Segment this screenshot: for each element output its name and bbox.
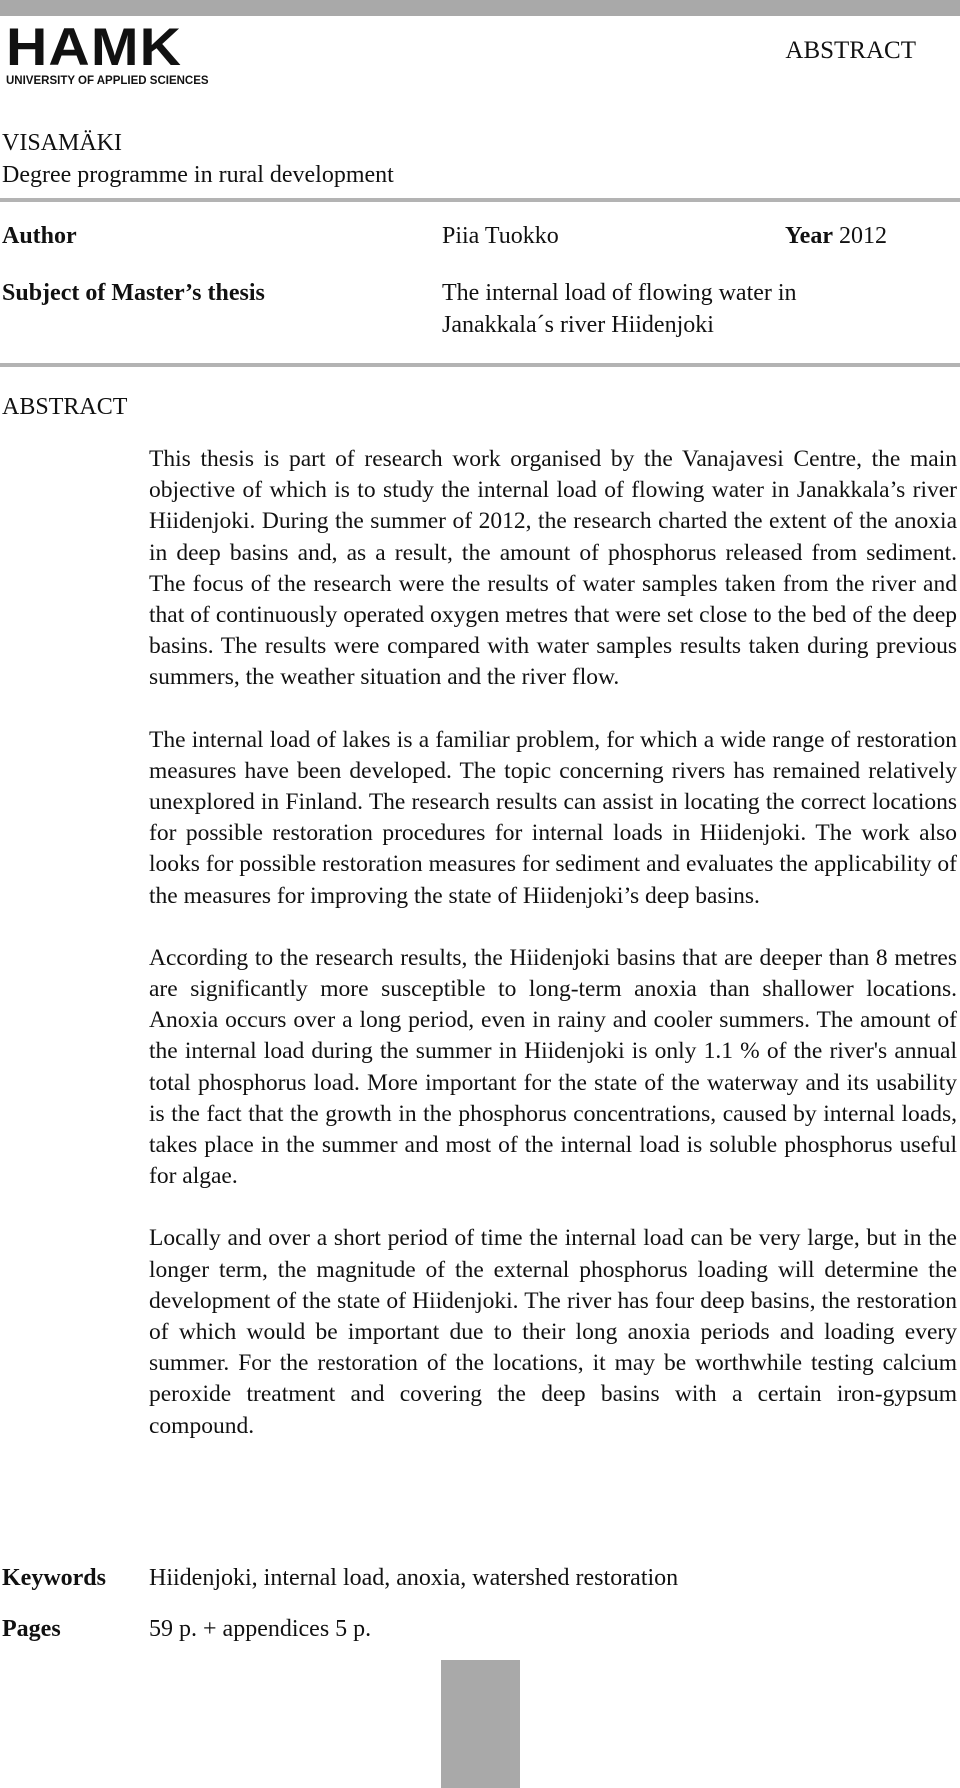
abstract-paragraph-3: According to the research results, the Hiidenjoki basins that are deeper than 8 metres are significantly more susceptible to long-term anoxia than shallower locations. Anoxia occurs over a long period, even in rainy and cooler summers. The amount of the internal load during the summer in Hiidenjoki is only 1.1 % of the river's annual total phosphorus load. More important for the state of the waterway and its usability is the fact that the growth in the phosphorus concentrations, caused by internal loads, takes place in the summer and most of the internal load is soluble phosphorus useful for algae. [149,944,957,1190]
subject-line-2: Janakkala´s river Hiidenjoki [442,312,714,338]
campus-name: VISAMÄKI [2,130,122,156]
hamk-logo [6,18,244,90]
abstract-heading: ABSTRACT [2,394,128,420]
author-value: Piia Tuokko [442,223,559,249]
keywords-label: Keywords [2,1565,106,1591]
divider-bottom [0,363,960,367]
year-value: 2012 [838,223,887,249]
abstract-body [149,444,957,1473]
year-field [785,220,887,252]
pages-value: 59 p. + appendices 5 p. [149,1616,372,1642]
logo-subtitle: UNIVERSITY OF APPLIED SCIENCES [6,75,209,87]
subject-value [442,277,797,341]
bottom-decorative-block [441,1660,520,1788]
pages-label: Pages [2,1616,61,1642]
subject-line-1: The internal load of flowing water in [442,280,797,306]
divider-top [0,198,960,202]
abstract-paragraph-2: The internal load of lakes is a familiar problem, for which a wide range of restoration measures have been developed. The topic concerning rivers has remained relatively unexplored in Finland. The research results can assist in locating the correct locations for possible restoration procedures for internal loads in Hiidenjoki. The work also looks for possible restoration measures for sediment and evaluates the applicability of the measures for improving the state of Hiidenjoki’s deep basins. [149,726,957,909]
unit-info [2,127,394,191]
logo-wordmark: HAMK [6,18,183,77]
abstract-paragraph-1: This thesis is part of research work organised by the Vanajavesi Centre, the main objective of which is to study the internal load of flowing water in Janakkala’s river Hiidenjoki. During the summer of 2012, the research charted the extent of the anoxia in deep basins and, as a result, the amount of phosphorus released from sediment. The focus of the research were the results of water samples taken from the river and that of continuously operated oxygen metres that were set close to the bed of the deep basins. The results were compared with water samples results taken during previous summers, the weather situation and the river flow. [149,446,957,691]
year-label: Year [785,223,833,249]
programme-name: Degree programme in rural development [2,162,394,188]
keywords-value: Hiidenjoki, internal load, anoxia, watershed restoration [149,1565,679,1591]
author-label: Author [2,223,77,249]
subject-label: Subject of Master’s thesis [2,280,265,306]
abstract-paragraph-4: Locally and over a short period of time the internal load can be very large, but in the longer term, the magnitude of the external phosphorus loading will determine the development of the state of Hiidenjoki. The river has four deep basins, the restoration of which would be important due to their long anoxia periods and loading every summer. For the restoration of the locations, it may be worthwhile testing calcium peroxide treatment and covering the deep basins with a certain iron-gypsum compound. [149,1225,957,1439]
top-decorative-bar [0,0,960,16]
document-type-label: ABSTRACT [785,37,916,64]
